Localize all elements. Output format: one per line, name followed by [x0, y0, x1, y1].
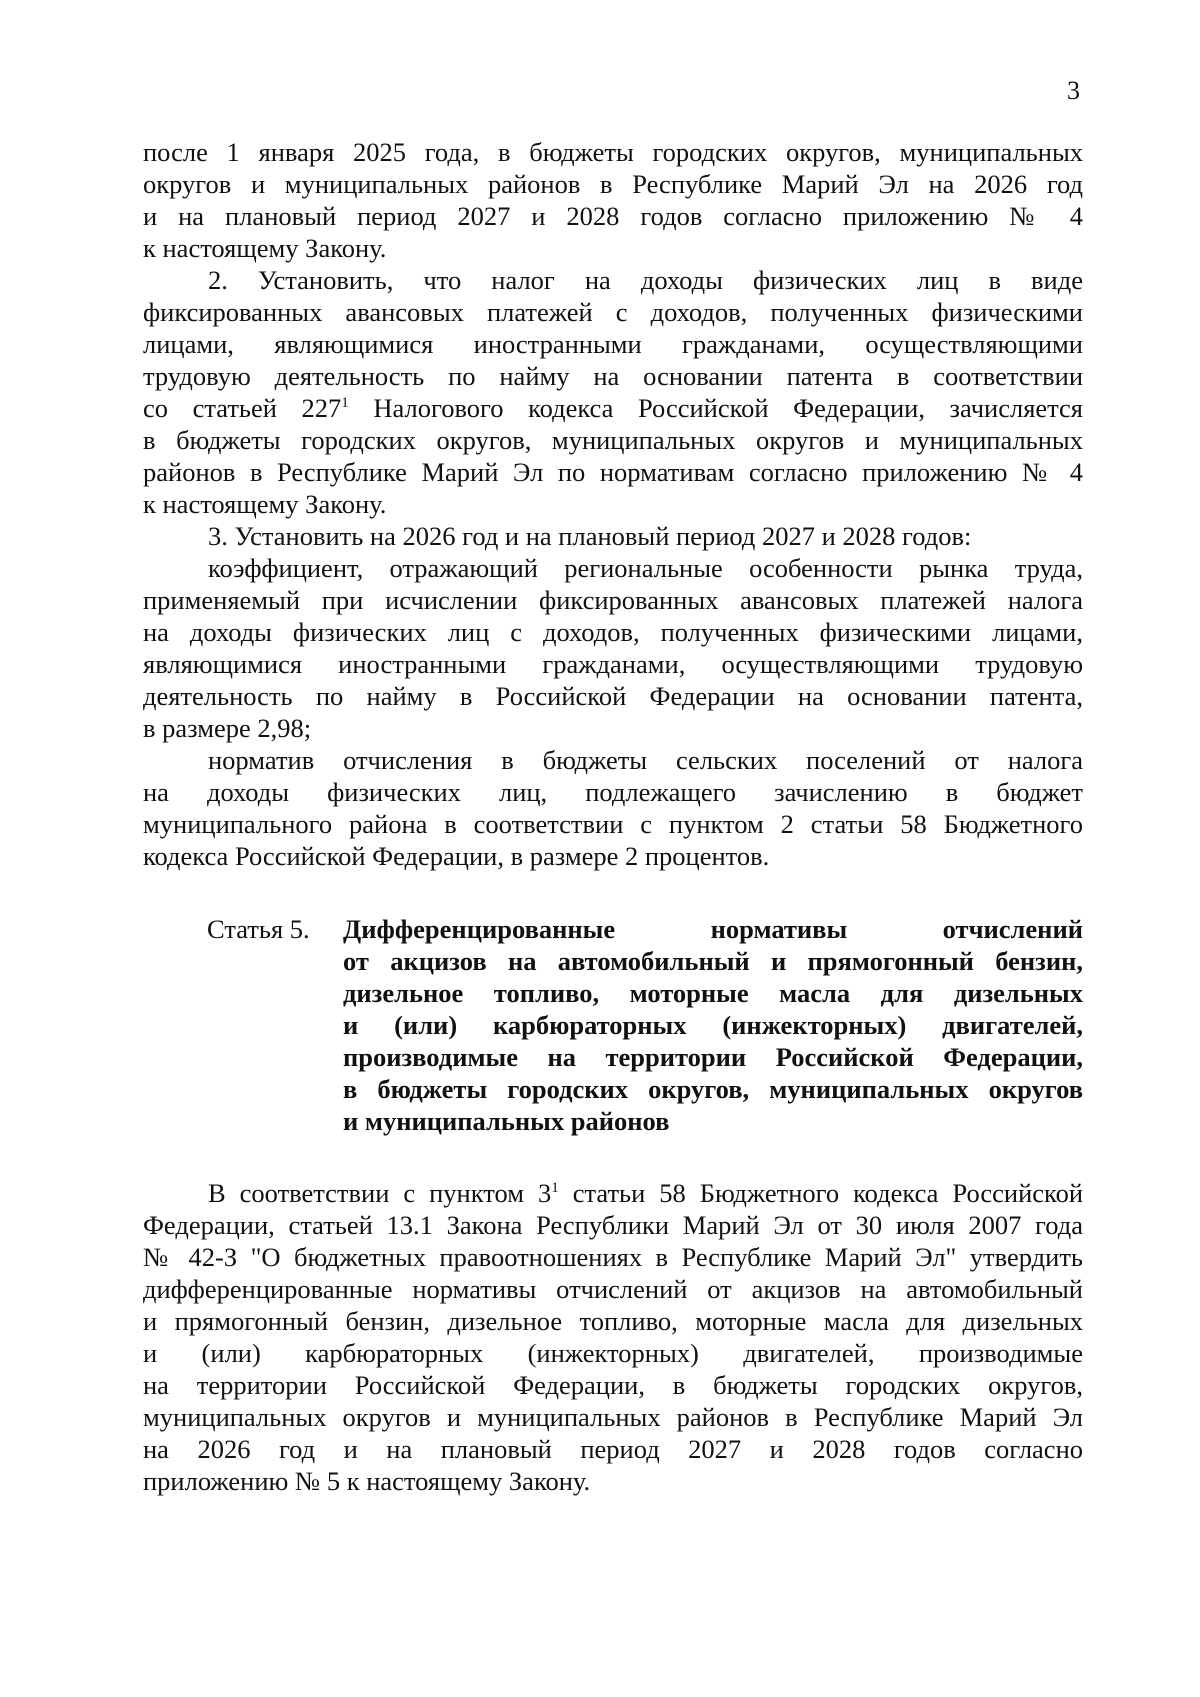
text-line: в размере 2,98; [143, 713, 312, 743]
subparagraph-first-line: норматив отчисления в бюджеты сельских поселений от налога [208, 745, 1083, 775]
text-line: лицами, являющимися иностранными гражданами, осуществляющими [143, 329, 1083, 359]
text-line: дифференцированные нормативы отчислений от акцизов на автомобильный [143, 1274, 1083, 1304]
text-line: деятельность по найму в Российской Федерации на основании патента, [143, 681, 1083, 711]
text-fragment: со статьей 227 [143, 393, 342, 423]
text-line [208, 1177, 1083, 1209]
page-number: 3 [1067, 76, 1080, 105]
paragraph-3-first-line: 3. Установить на 2026 год и на плановый период 2027 и 2028 годов: [208, 521, 972, 551]
text-line: на доходы физических лиц с доходов, полученных физическими лицами, [143, 617, 1083, 647]
article-heading-line: в бюджеты городских округов, муниципальных округов [343, 1074, 1083, 1104]
text-line: в бюджеты городских округов, муниципальных округов и муниципальных [143, 425, 1083, 455]
article-label: Статья 5. [207, 914, 310, 944]
paragraph-2-first-line: 2. Установить, что налог на доходы физических лиц в виде [208, 265, 1083, 295]
text-line: на территории Российской Федерации, в бюджеты городских округов, [143, 1370, 1083, 1400]
text-line: к настоящему Закону. [143, 489, 387, 519]
superscript: 1 [341, 395, 349, 411]
text-line: № 42-З "О бюджетных правоотношениях в Республике Марий Эл" утвердить [143, 1242, 1083, 1272]
text-line: применяемый при исчислении фиксированных авансовых платежей налога [143, 585, 1083, 615]
subparagraph-first-line: коэффициент, отражающий региональные особенности рынка труда, [208, 553, 1083, 583]
superscript: 1 [551, 1180, 559, 1196]
article-heading-line: производимые на территории Российской Федерации, [343, 1042, 1083, 1072]
text-line: кодекса Российской Федерации, в размере 2 процентов. [143, 841, 770, 871]
text-line: на доходы физических лиц, подлежащего зачислению в бюджет [143, 777, 1083, 807]
text-line: после 1 января 2025 года, в бюджеты городских округов, муниципальных [143, 137, 1083, 167]
text-line: и (или) карбюраторных (инжекторных) двигателей, производимые [143, 1338, 1083, 1368]
text-line: муниципальных округов и муниципальных районов в Республике Марий Эл [143, 1402, 1083, 1432]
text-fragment: В соответствии с пунктом 3 [208, 1178, 552, 1208]
text-line: являющимися иностранными гражданами, осуществляющими трудовую [143, 649, 1083, 679]
text-line: трудовую деятельность по найму на основании патента в соответствии [143, 361, 1083, 391]
article-heading-line: от акцизов на автомобильный и прямогонный бензин, [343, 946, 1083, 976]
text-line: Федерации, статьей 13.1 Закона Республики Марий Эл от 30 июля 2007 года [143, 1210, 1083, 1240]
text-line: приложению № 5 к настоящему Закону. [143, 1466, 591, 1496]
text-fragment: статьи 58 Бюджетного кодекса Российской [558, 1178, 1083, 1208]
text-line: районов в Республике Марий Эл по нормативам согласно приложению № 4 [143, 457, 1083, 487]
article-heading-line: и муниципальных районов [343, 1106, 670, 1136]
text-line: на 2026 год и на плановый период 2027 и 2028 годов согласно [143, 1434, 1083, 1464]
text-line: округов и муниципальных районов в Республике Марий Эл на 2026 год [143, 169, 1083, 199]
text-line: муниципального района в соответствии с пунктом 2 статьи 58 Бюджетного [143, 809, 1083, 839]
article-heading-line: и (или) карбюраторных (инжекторных) двигателей, [343, 1010, 1083, 1040]
text-line: к настоящему Закону. [143, 233, 387, 263]
text-line: фиксированных авансовых платежей с доходов, полученных физическими [143, 297, 1083, 327]
text-fragment: Налогового кодекса Российской Федерации, зачисляется [348, 393, 1083, 423]
article-heading-line: дизельное топливо, моторные масла для дизельных [343, 978, 1083, 1008]
text-line: и прямогонный бензин, дизельное топливо, моторные масла для дизельных [143, 1306, 1083, 1336]
text-line: и на плановый период 2027 и 2028 годов согласно приложению № 4 [143, 201, 1083, 231]
article-heading-line: Дифференцированные нормативы отчислений [343, 914, 1083, 944]
text-line [143, 392, 1083, 424]
